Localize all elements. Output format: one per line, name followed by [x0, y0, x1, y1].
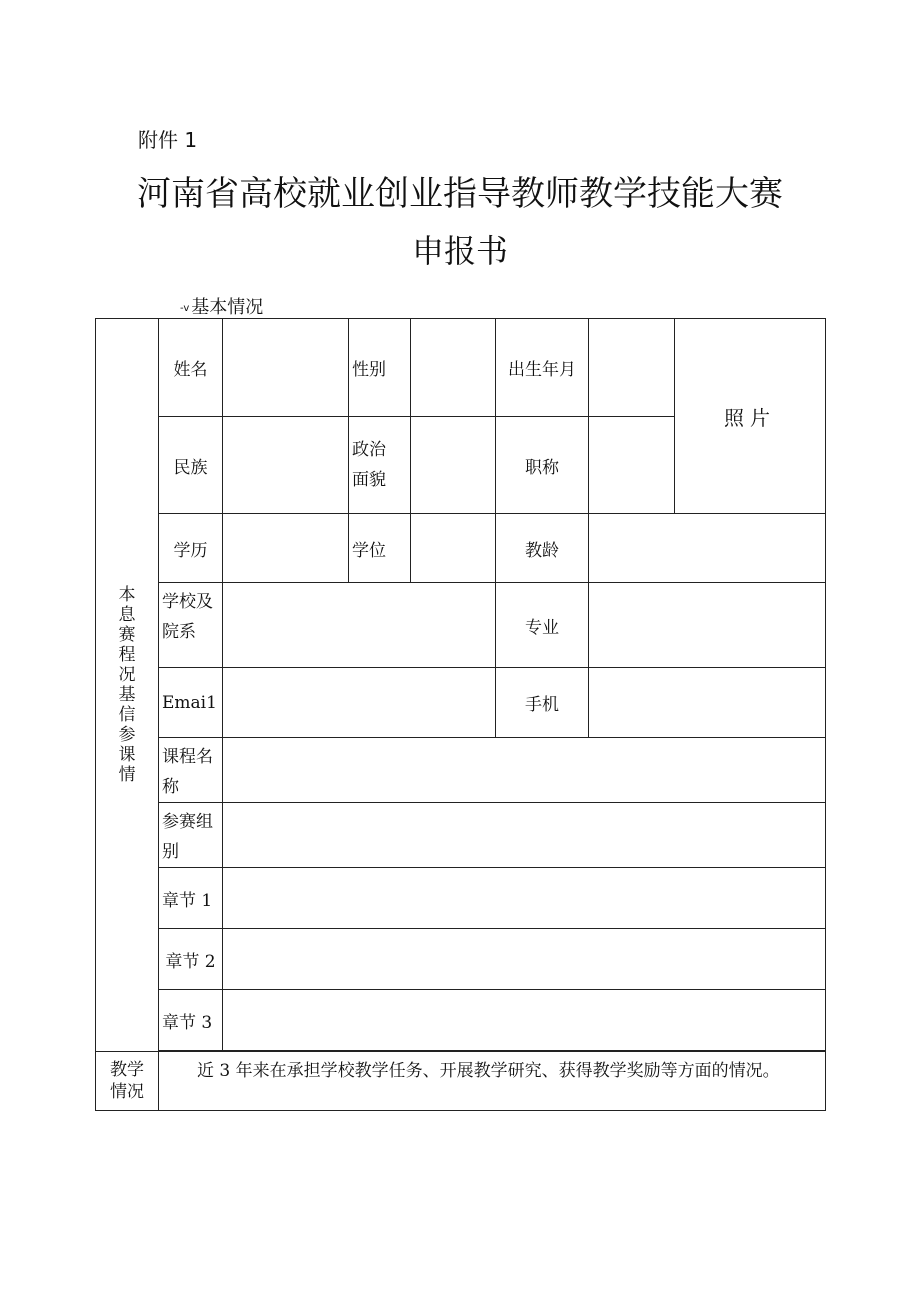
chapter1-label: 章节 1: [159, 868, 223, 929]
political-label: 政治面貌: [349, 417, 411, 514]
teaching-years-field[interactable]: [589, 514, 826, 583]
title-label: 职称: [496, 417, 589, 514]
phone-label: 手机: [496, 668, 589, 738]
phone-field[interactable]: [589, 668, 826, 738]
chapter3-field[interactable]: [223, 990, 826, 1051]
document-subtitle: 申报书: [411, 232, 508, 270]
group-field[interactable]: [223, 803, 826, 868]
teaching-description[interactable]: 近 3 年来在承担学校教学任务、开展教学研究、获得教学奖励等方面的情况。: [159, 1052, 826, 1111]
chapter2-field[interactable]: [223, 929, 826, 990]
course-name-field[interactable]: [223, 738, 826, 803]
degree-field[interactable]: [411, 514, 496, 583]
section-heading: [180, 293, 263, 319]
major-field[interactable]: [589, 583, 826, 668]
name-field[interactable]: [223, 319, 349, 417]
education-field[interactable]: [223, 514, 349, 583]
school-label: 学校及院系: [159, 583, 223, 668]
section-label: 基本情况: [191, 297, 264, 318]
school-field[interactable]: [223, 583, 496, 668]
ethnicity-label: 民族: [159, 417, 223, 514]
teaching-label: 教学情况: [96, 1052, 159, 1111]
section-mark: -v: [180, 302, 190, 314]
birth-label: 出生年月: [496, 319, 589, 417]
side-label: 本息赛程况基信参课情: [118, 585, 136, 785]
photo-box[interactable]: 照片: [675, 319, 826, 514]
chapter1-field[interactable]: [223, 868, 826, 929]
document-title: 河南省高校就业创业指导教师教学技能大赛: [137, 174, 783, 214]
course-name-label: 课程名称: [159, 738, 223, 803]
ethnicity-field[interactable]: [223, 417, 349, 514]
political-field[interactable]: [411, 417, 496, 514]
gender-label: 性别: [349, 319, 411, 417]
degree-label: 学位: [349, 514, 411, 583]
chapter3-label: 章节 3: [159, 990, 223, 1051]
major-label: 专业: [496, 583, 589, 668]
name-label: 姓名: [159, 319, 223, 417]
chapter2-label: 章节 2: [159, 929, 223, 990]
teaching-years-label: 教龄: [496, 514, 589, 583]
title-field[interactable]: [589, 417, 675, 514]
attachment-label: 附件 1: [138, 128, 198, 152]
email-label: Emai1: [159, 668, 223, 738]
email-field[interactable]: [223, 668, 496, 738]
side-label-cell: [96, 319, 159, 1052]
group-label: 参赛组别: [159, 803, 223, 868]
gender-field[interactable]: [411, 319, 496, 417]
application-form-table: [95, 318, 826, 1111]
education-label: 学历: [159, 514, 223, 583]
birth-field[interactable]: [589, 319, 675, 417]
